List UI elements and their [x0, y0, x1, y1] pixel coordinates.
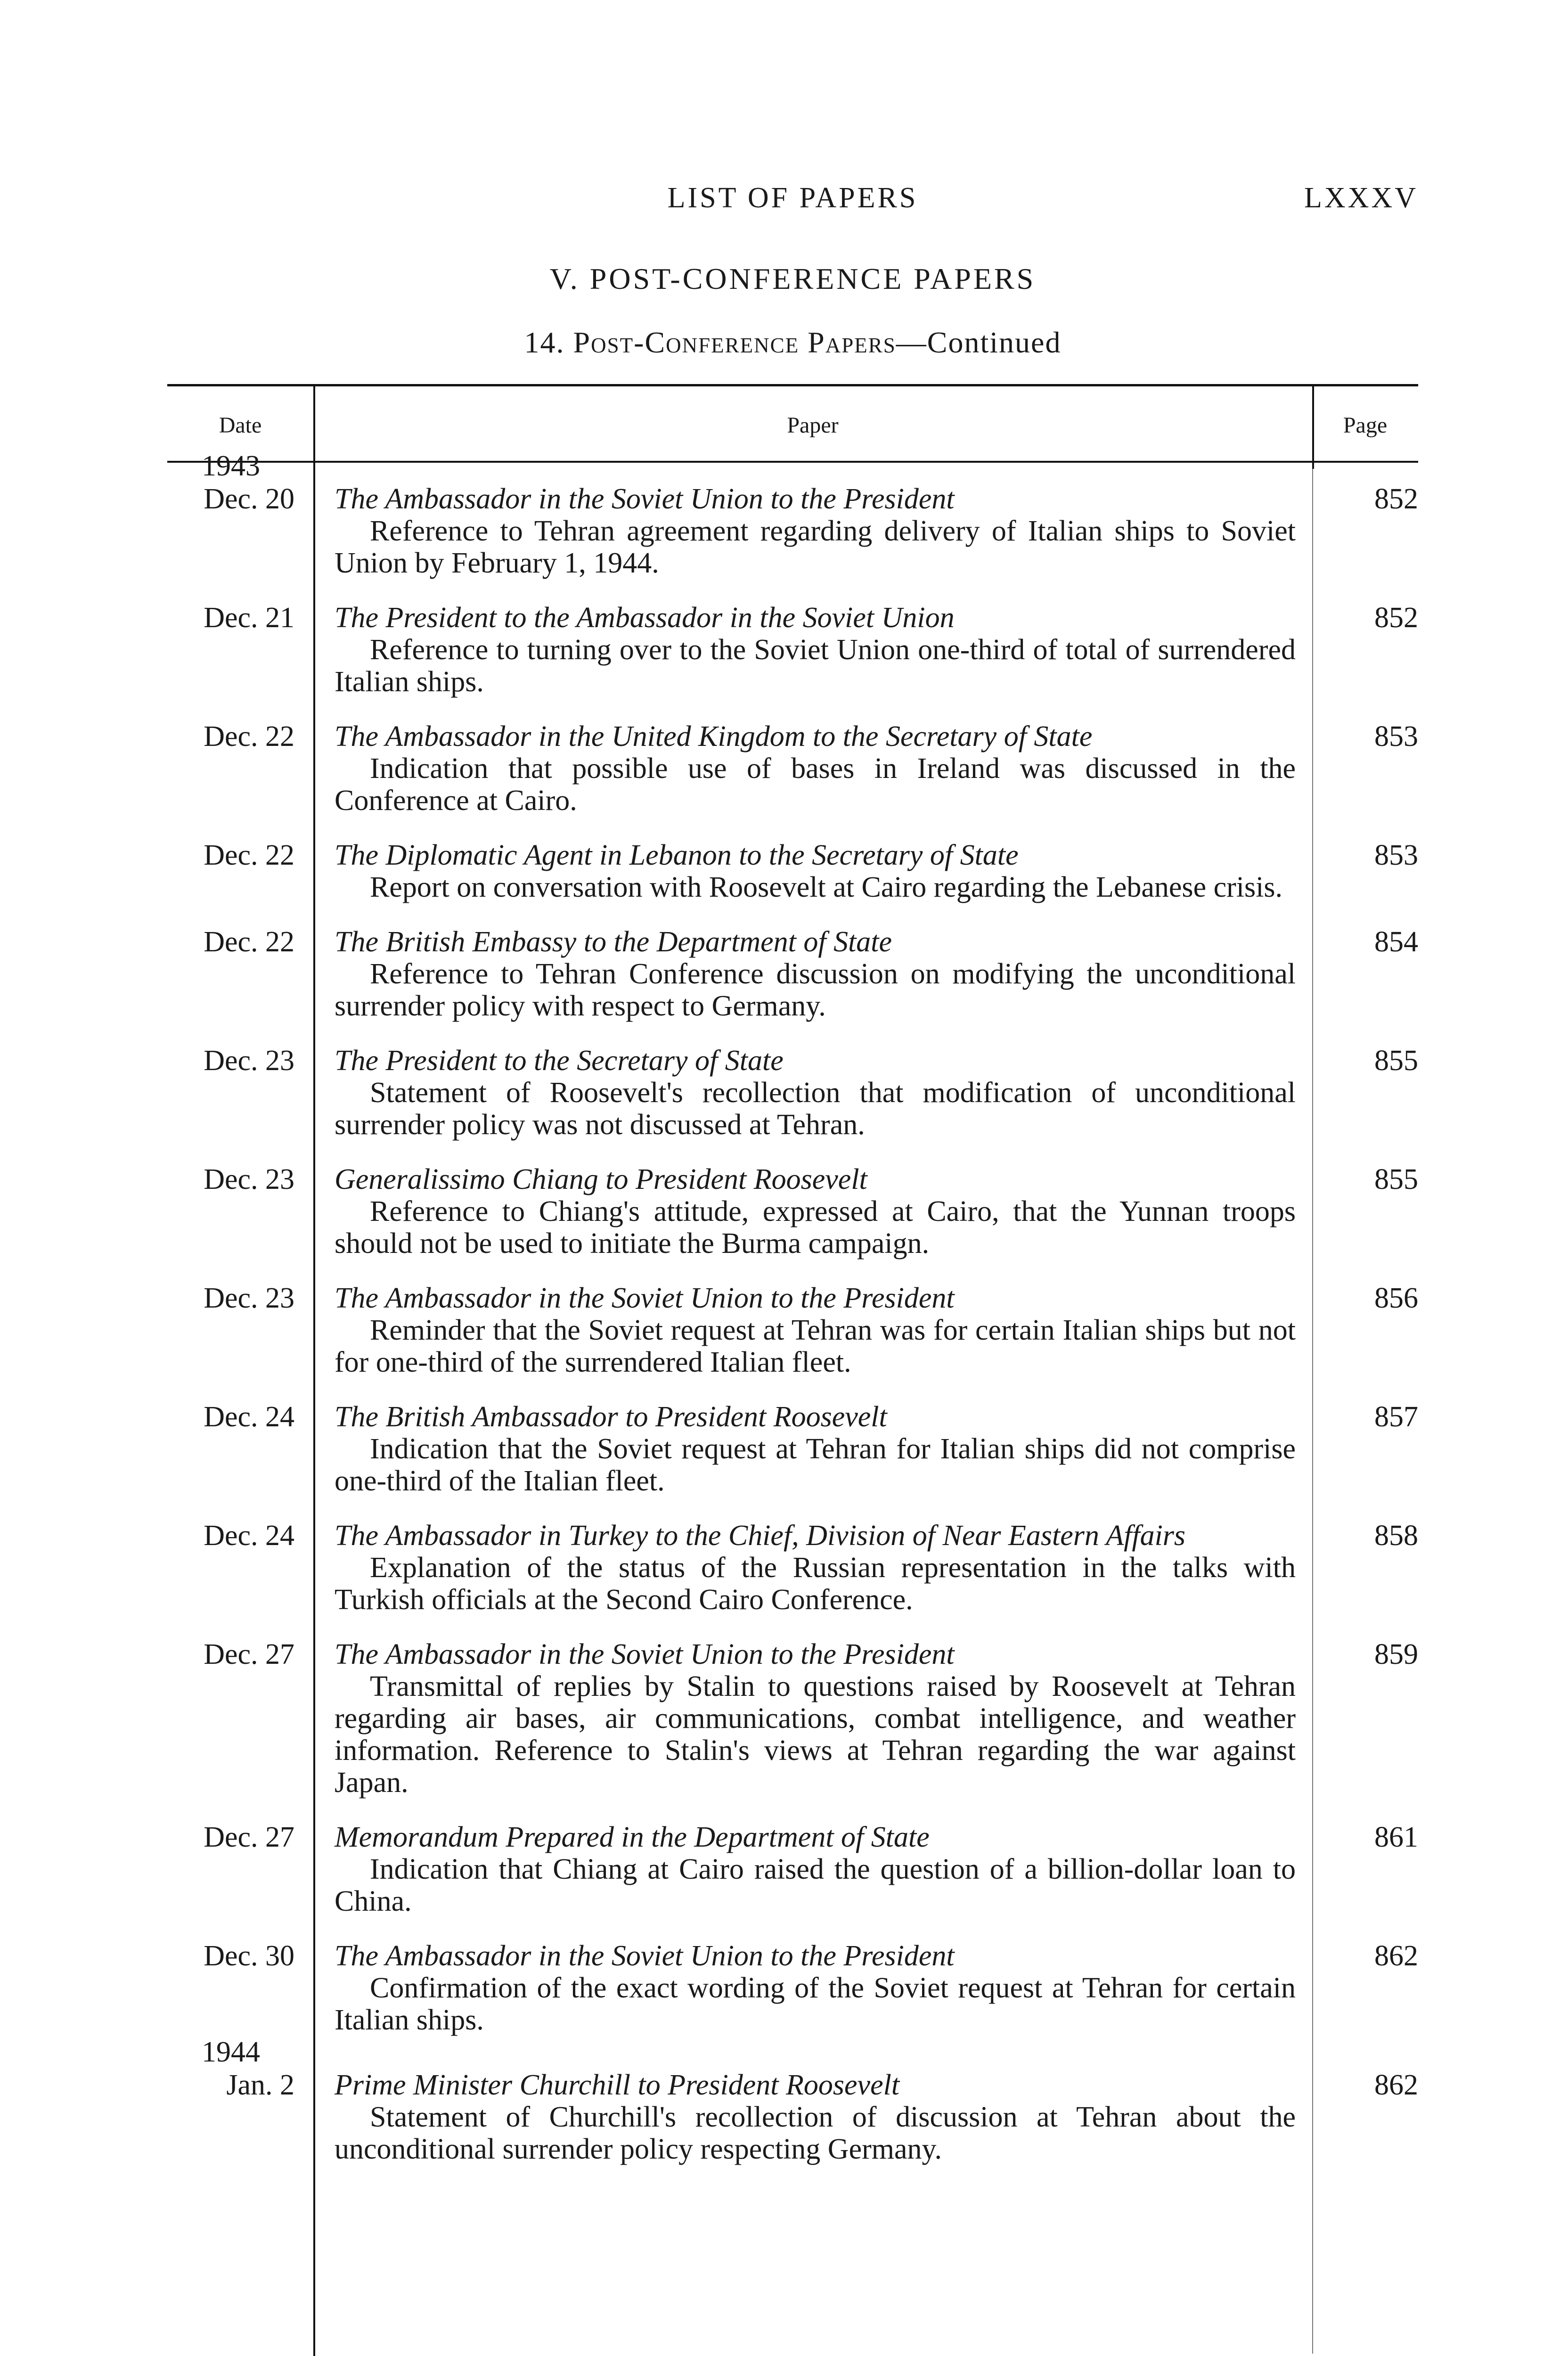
paper-title: The Ambassador in the Soviet Union to the President [335, 1940, 955, 1972]
row-page: 853 [1374, 720, 1418, 753]
table-row [167, 1821, 1418, 1917]
row-page: 862 [1374, 1940, 1418, 1972]
row-date: Dec. 27 [204, 1821, 294, 1853]
paper-description: Transmittal of replies by Stalin to questions raised by Roosevelt at Tehran regarding air bases, air communications, combat intelligence, and weather information. Reference to Stalin's views at Tehran regarding the war against Japan. [335, 1670, 1296, 1799]
paper-title: Prime Minister Churchill to President Roosevelt [335, 2069, 900, 2101]
row-paper [335, 1520, 1296, 1616]
row-page: 861 [1374, 1821, 1418, 1853]
paper-title: Generalissimo Chiang to President Roosevelt [335, 1163, 867, 1195]
row-date: Dec. 30 [204, 1940, 294, 1972]
table-row [167, 926, 1418, 1022]
row-date: Dec. 27 [204, 1638, 294, 1670]
row-page: 853 [1374, 839, 1418, 871]
paper-description: Indication that possible use of bases in Ireland was discussed in the Conference at Cairo. [335, 753, 1296, 817]
row-date: Dec. 22 [204, 720, 294, 753]
row-paper [335, 483, 1296, 579]
table-row [167, 1163, 1418, 1260]
row-date: Dec. 23 [204, 1163, 294, 1195]
row-page: 857 [1374, 1401, 1418, 1433]
row-page: 852 [1374, 602, 1418, 634]
row-date: Dec. 22 [204, 839, 294, 871]
paper-description: Reference to turning over to the Soviet Union one-third of total of surrendered Italian ships. [335, 634, 1296, 698]
paper-description: Explanation of the status of the Russian representation in the talks with Turkish officials at the Second Cairo Conference. [335, 1552, 1296, 1616]
column-header-paper: Paper [787, 413, 839, 438]
row-paper [335, 1163, 1296, 1260]
paper-title: The Diplomatic Agent in Lebanon to the Secretary of State [335, 839, 1019, 871]
row-paper [335, 839, 1296, 903]
row-year: 1943 [202, 450, 260, 482]
table-row [167, 1401, 1418, 1497]
row-page: 855 [1374, 1045, 1418, 1077]
row-paper [335, 1821, 1296, 1917]
row-paper [335, 926, 1296, 1022]
row-page: 858 [1374, 1520, 1418, 1552]
row-date: Dec. 22 [204, 926, 294, 958]
row-paper [335, 2069, 1296, 2165]
table-row [167, 1045, 1418, 1141]
column-header-page: Page [1343, 413, 1388, 438]
paper-description: Indication that the Soviet request at Tehran for Italian ships did not comprise one-third of the Italian fleet. [335, 1433, 1296, 1497]
table-row [167, 720, 1418, 817]
paper-description: Reference to Tehran agreement regarding delivery of Italian ships to Soviet Union by February 1, 1944. [335, 515, 1296, 579]
section-title: V. POST-CONFERENCE PAPERS [549, 262, 1036, 295]
row-paper [335, 1045, 1296, 1141]
table-row [167, 1638, 1418, 1799]
row-date: Dec. 20 [204, 483, 294, 515]
running-head [167, 181, 1418, 219]
row-paper [335, 1401, 1296, 1497]
row-paper [335, 1940, 1296, 2036]
table-row [167, 1282, 1418, 1378]
row-paper [335, 602, 1296, 698]
paper-description: Report on conversation with Roosevelt at Cairo regarding the Lebanese crisis. [370, 871, 1282, 903]
row-paper [335, 1638, 1296, 1799]
row-page: 862 [1374, 2069, 1418, 2101]
paper-description: Reminder that the Soviet request at Tehran was for certain Italian ships but not for one-third of the surrendered Italian fleet. [335, 1314, 1296, 1378]
paper-description: Reference to Chiang's attitude, expressed at Cairo, that the Yunnan troops should not be used to initiate the Burma campaign. [335, 1195, 1296, 1260]
row-date: Jan. 2 [226, 2069, 294, 2101]
table-row [167, 602, 1418, 698]
paper-title: The Ambassador in the Soviet Union to the President [335, 483, 955, 515]
table-row [167, 1520, 1418, 1616]
paper-title: Memorandum Prepared in the Department of State [335, 1821, 930, 1853]
page-number: LXXXV [1304, 182, 1418, 214]
running-title: LIST OF PAPERS [667, 182, 918, 214]
row-page: 852 [1374, 483, 1418, 515]
table-top-rule [167, 384, 1418, 386]
subsection-number: 14. [524, 326, 565, 359]
table-row [167, 1940, 1418, 2036]
row-page: 859 [1374, 1638, 1418, 1670]
row-paper [335, 1282, 1296, 1378]
row-page: 856 [1374, 1282, 1418, 1314]
column-header-date: Date [219, 413, 262, 438]
paper-description: Confirmation of the exact wording of the Soviet request at Tehran for certain Italian ships. [335, 1972, 1296, 2036]
paper-title: The President to the Ambassador in the Soviet Union [335, 602, 955, 634]
paper-title: The British Ambassador to President Roosevelt [335, 1401, 887, 1433]
row-page: 854 [1374, 926, 1418, 958]
subsection-suffix: —Continued [896, 326, 1062, 359]
table-row [167, 450, 1418, 579]
row-date: Dec. 21 [204, 602, 294, 634]
paper-title: The Ambassador in the United Kingdom to the Secretary of State [335, 720, 1093, 753]
row-paper [335, 720, 1296, 817]
row-date: Dec. 24 [204, 1401, 294, 1433]
table-rows [167, 450, 1418, 2188]
paper-title: The Ambassador in the Soviet Union to the President [335, 1282, 955, 1314]
row-date: Dec. 24 [204, 1520, 294, 1552]
paper-title: The Ambassador in the Soviet Union to the President [335, 1638, 955, 1670]
table-row [167, 839, 1418, 903]
paper-title: The British Embassy to the Department of State [335, 926, 892, 958]
subsection-title [167, 325, 1418, 360]
paper-description: Statement of Roosevelt's recollection that modification of unconditional surrender policy was not discussed at Tehran. [335, 1077, 1296, 1141]
table-header-rule [167, 461, 1418, 463]
row-date: Dec. 23 [204, 1282, 294, 1314]
row-year: 1944 [202, 2036, 260, 2068]
paper-description: Reference to Tehran Conference discussion on modifying the unconditional surrender policy with respect to Germany. [335, 958, 1296, 1022]
subsection-name: Post-Conference Papers [573, 326, 896, 359]
table-row [167, 2036, 1418, 2165]
row-page: 855 [1374, 1163, 1418, 1195]
paper-description: Indication that Chiang at Cairo raised the question of a billion-dollar loan to China. [335, 1853, 1296, 1917]
paper-title: The President to the Secretary of State [335, 1045, 784, 1077]
paper-title: The Ambassador in Turkey to the Chief, Division of Near Eastern Affairs [335, 1520, 1186, 1552]
row-date: Dec. 23 [204, 1045, 294, 1077]
paper-description: Statement of Churchill's recollection of discussion at Tehran about the unconditional surrender policy respecting Germany. [335, 2101, 1296, 2165]
